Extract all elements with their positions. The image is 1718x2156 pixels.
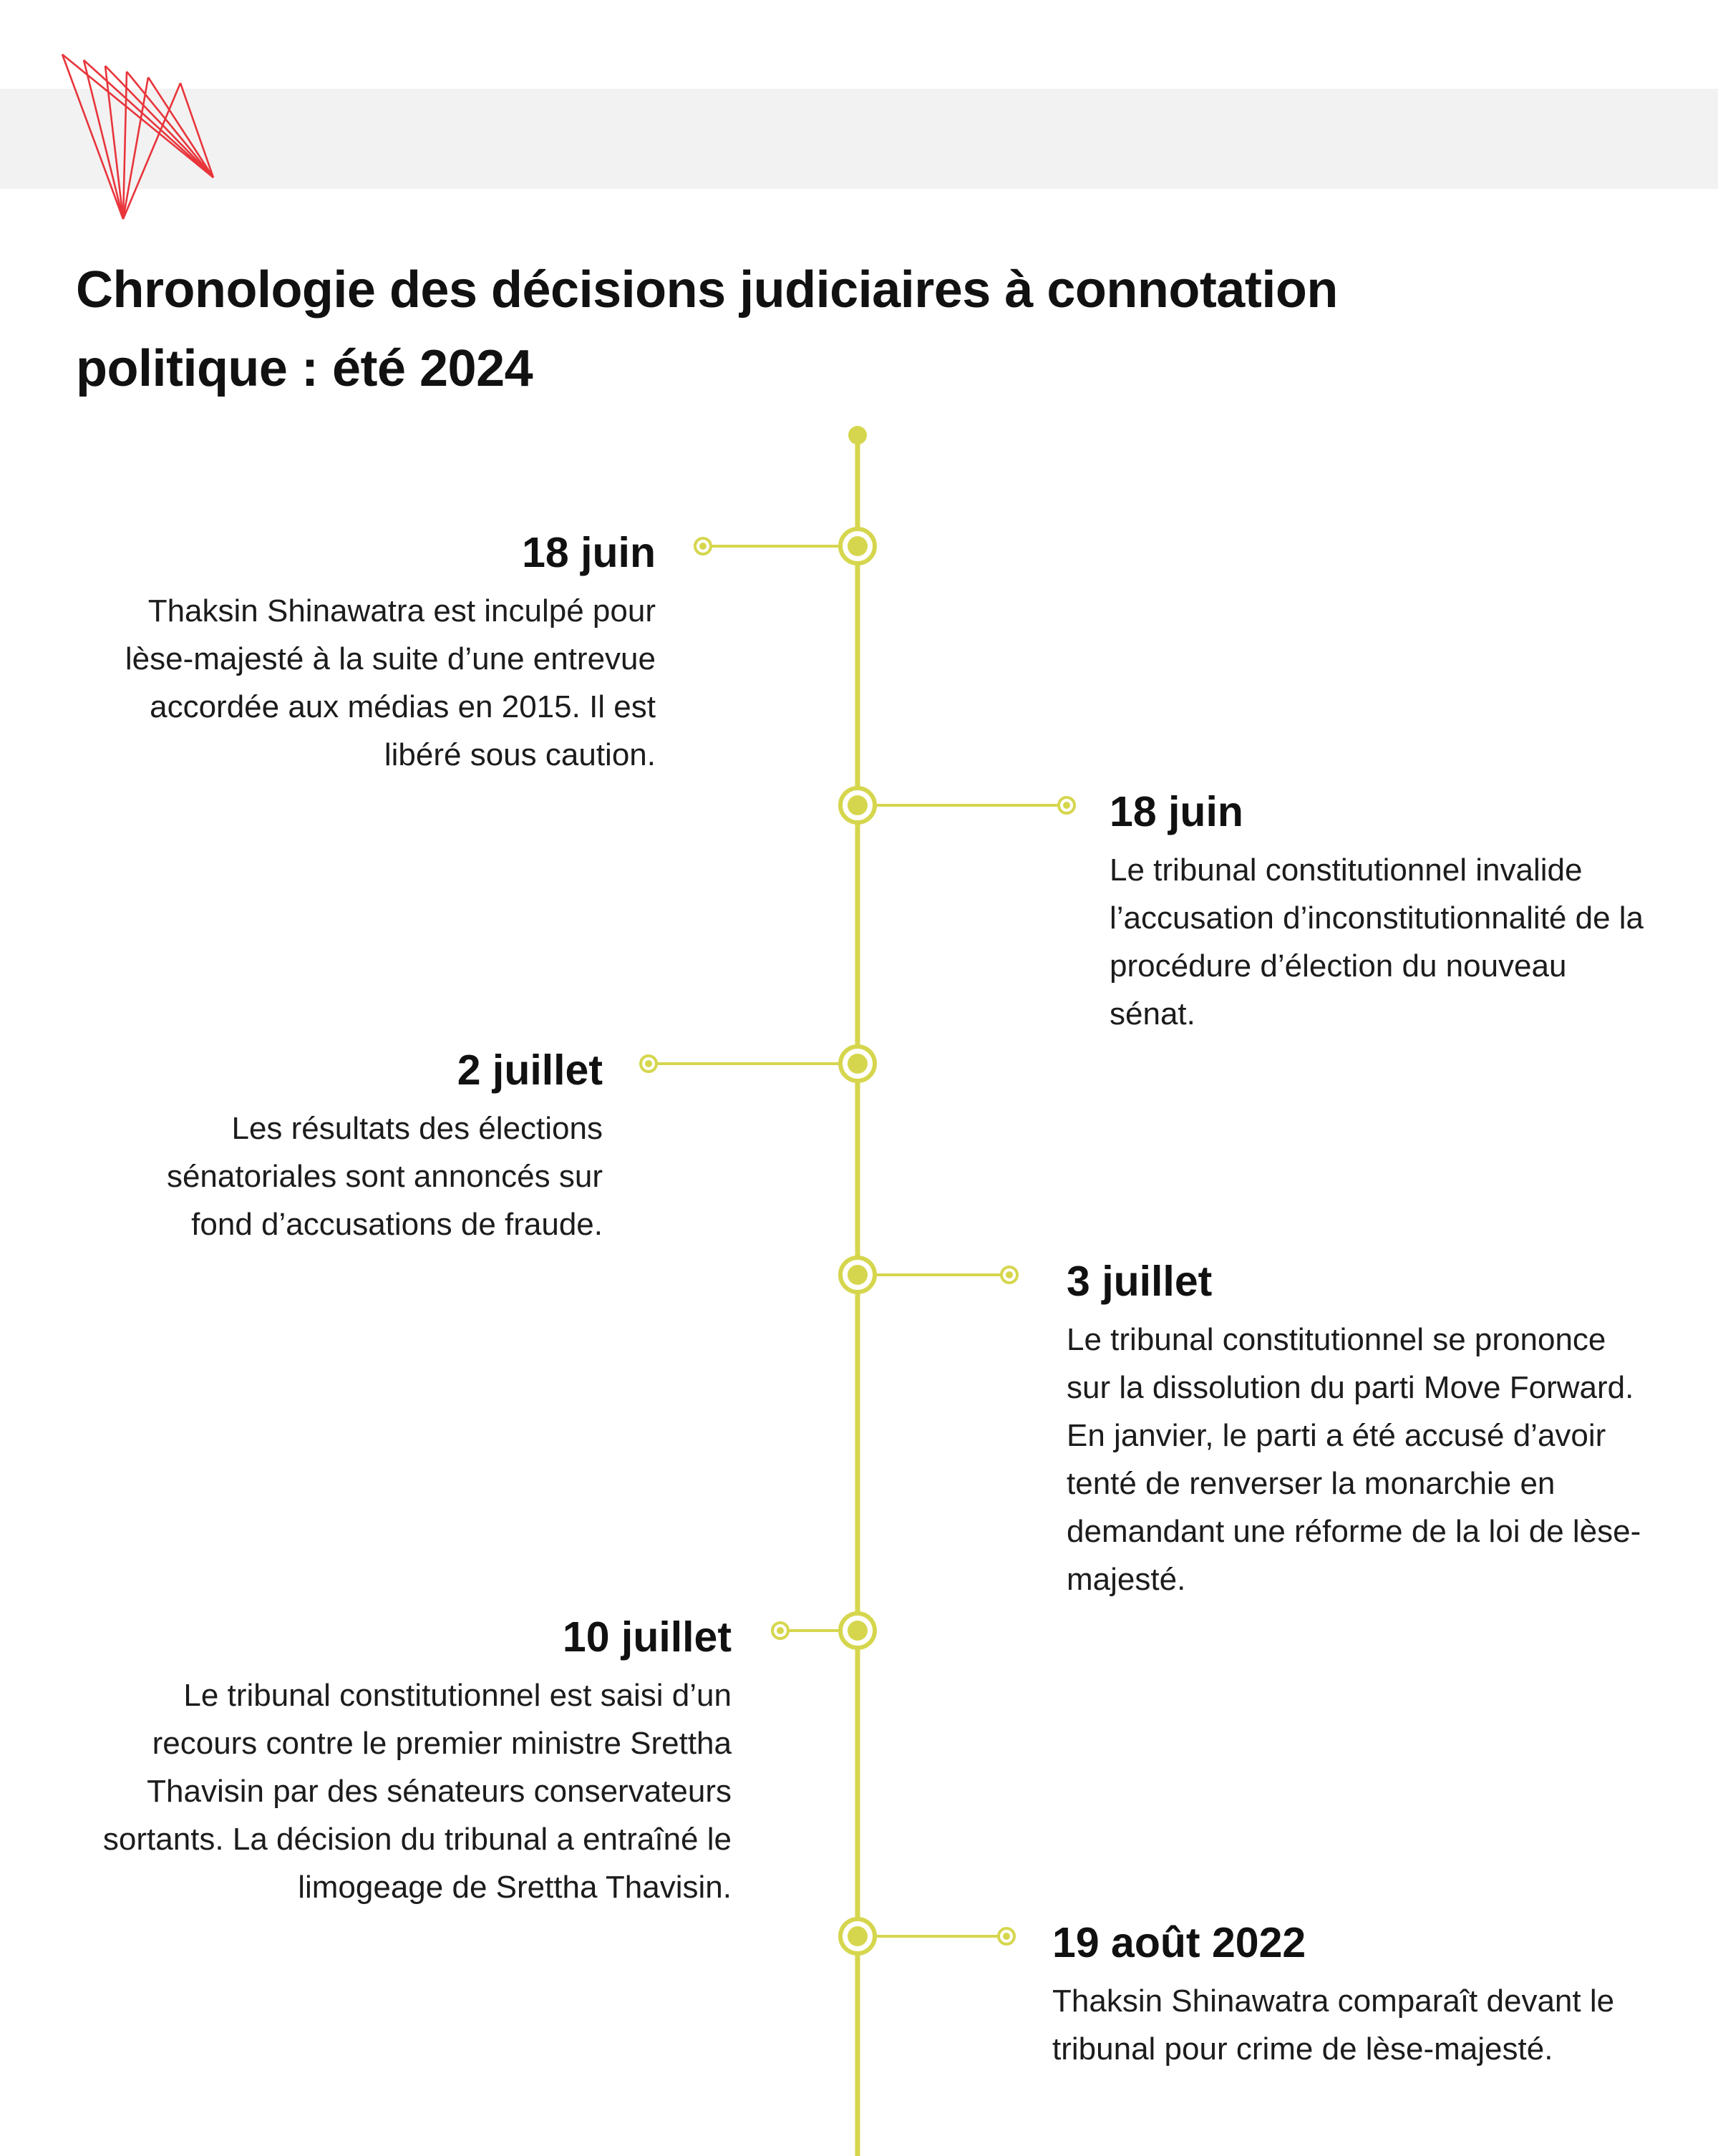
event-date: 3 juillet	[1067, 1258, 1213, 1305]
timeline-start-dot	[848, 426, 867, 445]
timeline-event	[129, 1041, 603, 1248]
timeline-event	[1052, 1914, 1654, 2073]
event-description: Le tribunal constitutionnel est saisi d’un recours contre le premier ministre Srettha Thavisin par des sénateurs conservateurs sortants. La décision du tribunal a entraîné le limogeage de Srettha Thavisin.	[102, 1678, 732, 1905]
event-description: Thaksin Shinawatra comparaît devant le tribunal pour crime de lèse-majesté.	[1052, 1983, 1615, 2067]
event-date: 10 juillet	[562, 1613, 732, 1661]
event-date: 18 juin	[522, 529, 656, 576]
timeline-event	[72, 1608, 732, 1911]
event-description: Thaksin Shinawatra est inculpé pour lèse-majesté à la suite d’une entrevue accordée aux médias en 2015. Il est libéré sous caution.	[125, 593, 656, 772]
page-title: Chronologie des décisions judiciaires à connotation politique : été 2024	[76, 261, 1338, 397]
event-date: 2 juillet	[457, 1047, 603, 1094]
event-date: 18 juin	[1110, 788, 1243, 835]
timeline-event	[1067, 1253, 1646, 1603]
event-date: 19 août 2022	[1052, 1919, 1306, 1966]
timeline-event	[72, 524, 656, 779]
event-description: Les résultats des élections sénatoriales sont annoncés sur fond d’accusations de fraude.	[166, 1111, 603, 1242]
event-description: Le tribunal constitutionnel se prononce sur la dissolution du parti Move Forward. En janvier, le parti a été accusé d’avoir tenté de renverser la monarchie en demandant une réforme de la loi de lèse-majesté.	[1067, 1322, 1641, 1597]
event-description: Le tribunal constitutionnel invalide l’accusation d’inconstitutionnalité de la procédure d’élection du nouveau sénat.	[1110, 853, 1644, 1031]
timeline-event	[1110, 783, 1654, 1038]
